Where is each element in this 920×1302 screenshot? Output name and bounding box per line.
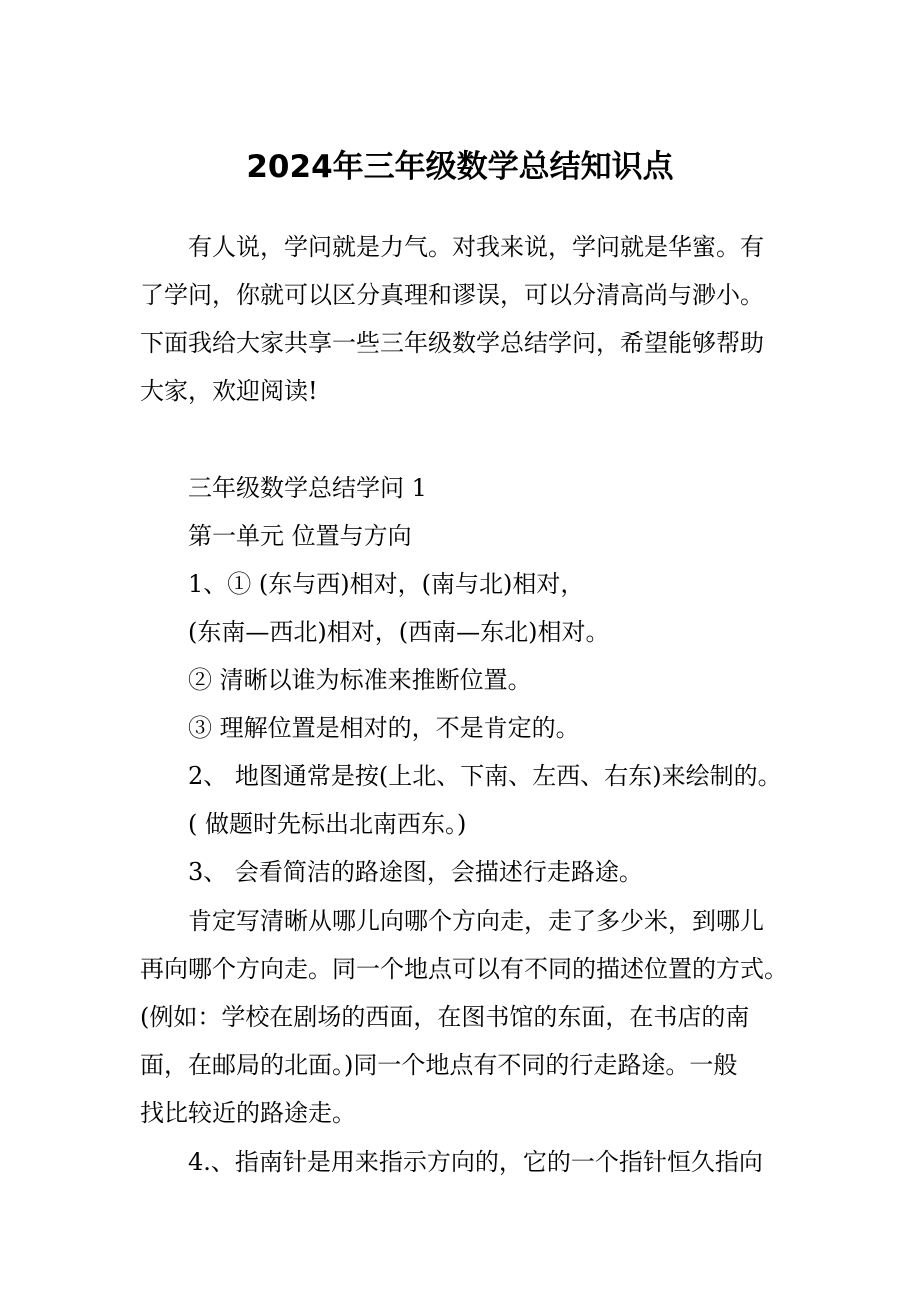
item-line-4: ③ 理解位置是相对的，不是肯定的。 xyxy=(188,714,580,742)
paragraph-line-2: 再向哪个方向走。同一个地点可以有不同的描述位置的方式。 xyxy=(140,955,788,983)
document-title: 2024年三年级数学总结知识点 xyxy=(246,149,674,185)
paragraph-line-5: 找比较近的路途走。 xyxy=(140,1099,356,1127)
paragraph-line-1: 肯定写清晰从哪儿向哪个方向走，走了多少米，到哪儿 xyxy=(188,907,764,935)
intro-line-2: 了学问，你就可以区分真理和谬误，可以分清高尚与渺小。 xyxy=(140,281,764,309)
unit-heading: 第一单元 位置与方向 xyxy=(188,522,412,550)
item-line-6: ( 做题时先标出北南西东。) xyxy=(188,810,467,838)
item-line-3: ② 清晰以谁为标准来推断位置。 xyxy=(188,666,532,694)
item-line-5: 2、 地图通常是按(上北、下南、左西、右东)来绘制的。 xyxy=(188,762,782,790)
intro-line-1: 有人说，学问就是力气。对我来说，学问就是华蜜。有 xyxy=(188,233,764,261)
item-4-line: 4.、指南针是用来指示方向的，它的一个指针恒久指向 xyxy=(188,1148,763,1176)
section-heading: 三年级数学总结学问 1 xyxy=(188,474,427,502)
intro-line-3: 下面我给大家共享一些三年级数学总结学问，希望能够帮助 xyxy=(140,329,764,357)
item-line-7: 3、 会看简洁的路途图，会描述行走路途。 xyxy=(188,858,643,886)
item-line-2: (东南—西北)相对，(西南—东北)相对。 xyxy=(188,618,610,646)
paragraph-line-3: (例如：学校在剧场的西面，在图书馆的东面，在书店的南 xyxy=(140,1003,750,1031)
intro-line-4: 大家，欢迎阅读! xyxy=(140,377,318,405)
paragraph-line-4: 面，在邮局的北面。)同一个地点有不同的行走路途。一般 xyxy=(140,1051,738,1079)
item-line-1: 1、① (东与西)相对，(南与北)相对， xyxy=(188,570,585,598)
